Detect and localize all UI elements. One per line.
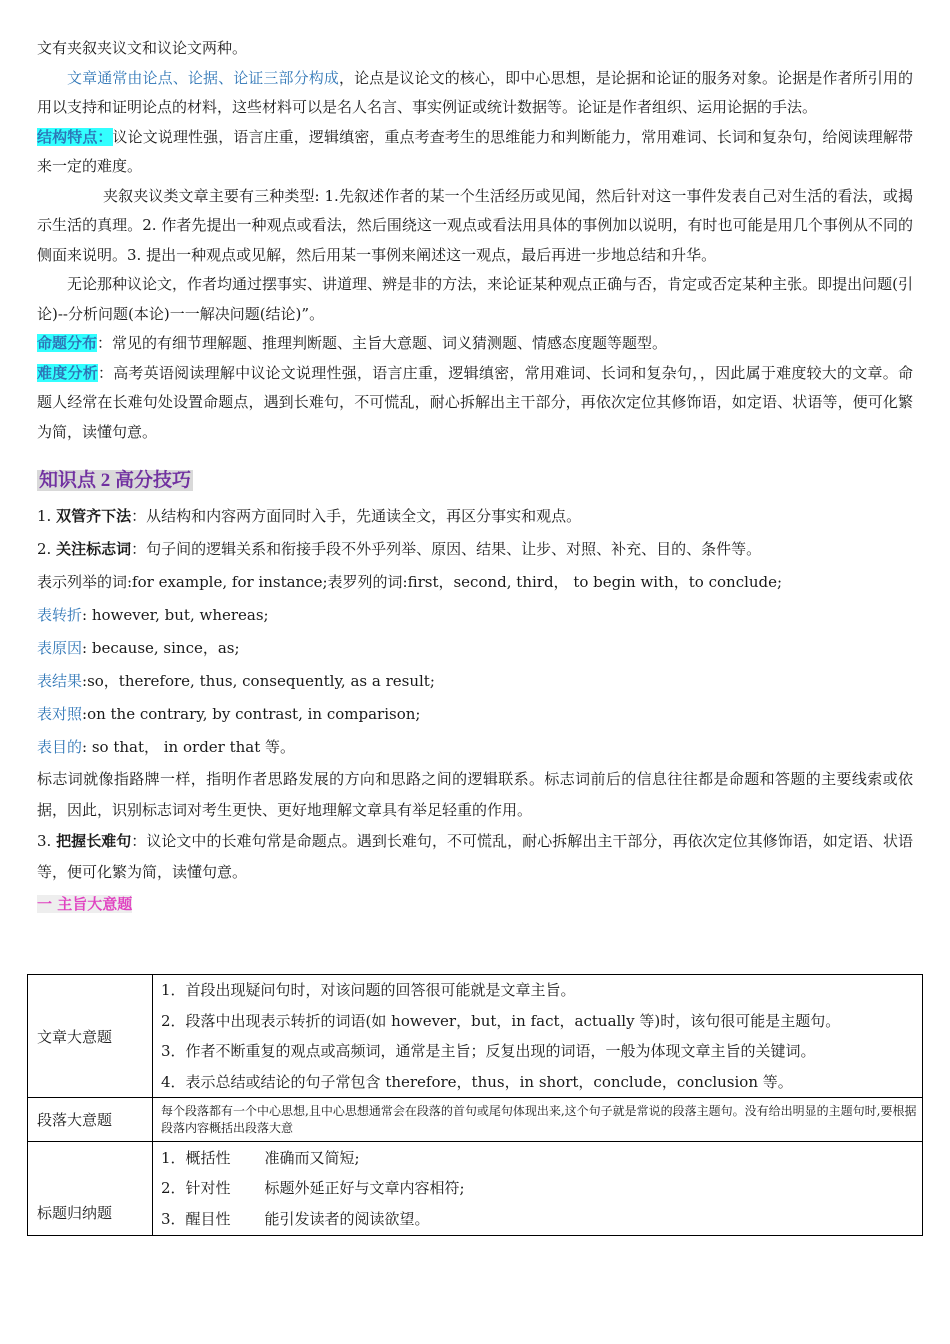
distribution-text: ：常见的有细节理解题、推理判断题、主旨大意题、词义猜测题、情感态度题等题型。 bbox=[97, 334, 668, 352]
criterion-desc: 能引发读者的阅读欲望。 bbox=[264, 1209, 430, 1228]
marker-cause-text: : because, since，as; bbox=[82, 639, 240, 657]
tip-3-label: 把握长难句 bbox=[56, 832, 132, 850]
distribution-label: 命题分布 bbox=[37, 334, 98, 352]
marker-purpose-label: 表目的 bbox=[37, 738, 83, 756]
tip-2-number: 2. bbox=[37, 540, 57, 558]
table-row bbox=[28, 1142, 923, 1236]
tip-1 bbox=[37, 500, 913, 533]
row-content-paragraph: 每个段落都有一个中心思想,且中心思想通常会在段落的首句或尾句体现出来,这个句子就是常说的段落主题句。没有给出明显的主题句时,要根据段落内容概括出段落大意 bbox=[153, 1098, 923, 1142]
marker-result-text: :so，therefore, thus, consequently, as a result; bbox=[82, 672, 435, 690]
marker-purpose bbox=[37, 731, 913, 764]
intro-line: 文有夹叙夹议文和议论文两种。 bbox=[37, 39, 248, 57]
list-item bbox=[161, 1204, 922, 1235]
row-content-title bbox=[153, 1142, 923, 1236]
section-heading bbox=[37, 465, 913, 496]
tip-1-text: ：从结构和内容两方面同时入手，先通读全文，再区分事实和观点。 bbox=[131, 507, 582, 525]
subsection-title: 一 主旨大意题 bbox=[37, 895, 133, 913]
structure-feature-label: 结构特点： bbox=[37, 127, 113, 146]
tip-3-number: 3. bbox=[37, 832, 57, 850]
tip-2 bbox=[37, 533, 913, 566]
marker-result-label: 表结果 bbox=[37, 672, 83, 690]
types-paragraph: 夹叙夹议类文章主要有三种类型: 1.先叙述作者的某一个生活经历或见闻，然后针对这一事件发表自己对生活的看法，或揭示生活的真理。2. 作者先提出一种观点或看法，然后围绕这一观点或看法用具体的事例加以说明，有时也可能是用几个事例从不同的侧面来说明。3. 提出一种观点或见解，然后用某一事例来阐述这一观点，最后再进一步地总结和升华。 bbox=[37, 186, 913, 264]
structure-feature-text: 议论文说理性强，语言庄重，逻辑缜密，重点考查考生的思维能力和判断能力，常用难词、长词和复杂句，给阅读理解带来一定的难度。 bbox=[37, 127, 913, 175]
marker-contrast bbox=[37, 698, 913, 731]
marker-summary: 标志词就像指路牌一样，指明作者思路发展的方向和思路之间的逻辑联系。标志词前后的信息往往都是命题和答题的主要线索或依据，因此，识别标志词对考生更快、更好地理解文章具有举足轻重的作用。 bbox=[37, 770, 913, 819]
tip-2-text: ：句子间的逻辑关系和衔接手段不外乎列举、原因、结果、让步、对照、补充、目的、条件等。 bbox=[131, 540, 762, 558]
marker-contrast-label: 表对照 bbox=[37, 705, 83, 723]
list-item bbox=[161, 1143, 922, 1174]
marker-turn-text: : however, but, whereas; bbox=[82, 606, 269, 624]
marker-cause-label: 表原因 bbox=[37, 639, 83, 657]
difficulty-label: 难度分析 bbox=[37, 363, 98, 382]
tip-3-text: ：议论文中的长难句常是命题点。遇到长难句，不可慌乱，耐心拆解出主干部分，再依次定位其修饰语，如定语、状语等，便可化繁为简，读懂句意。 bbox=[37, 832, 913, 881]
table-row bbox=[28, 975, 923, 1098]
structure-paragraph bbox=[37, 64, 913, 123]
structure-text: ，论点是议论文的核心，即中心思想，是论据和论证的服务对象。论据是作者所引用的用以支持和证明论点的材料，这些材料可以是名人名言、事实例证或统计数据等。论证是作者组织、运用论据的手法。 bbox=[37, 68, 913, 116]
subsection-title-line bbox=[37, 888, 913, 921]
list-item: 4．表示总结或结论的句子常包含 therefore，thus，in short，conclude，conclusion 等。 bbox=[161, 1072, 793, 1091]
main-idea-table bbox=[27, 974, 923, 1236]
list-item: 1．首段出现疑问句时，对该问题的回答很可能就是文章主旨。 bbox=[161, 981, 576, 999]
method-paragraph: 无论那种议论文，作者均通过摆事实、讲道理、辨是非的方法，来论证某种观点正确与否，肯定或否定某种主张。即提出问题(引论)--分析问题(本论)一一解决问题(结论)”。 bbox=[37, 275, 913, 323]
marker-turn-label: 表转折 bbox=[37, 606, 83, 624]
marker-result bbox=[37, 665, 913, 698]
list-words-line: 表示列举的词:for example, for instance;表罗列的词:first，second, third， to begin with，to conclude; bbox=[37, 573, 783, 591]
table-row bbox=[28, 1098, 923, 1142]
list-item bbox=[161, 1173, 922, 1204]
tip-3 bbox=[37, 826, 913, 888]
section-title: 知识点 2 高分技巧 bbox=[39, 470, 192, 491]
marker-purpose-text: : so that， in order that 等。 bbox=[82, 738, 296, 756]
list-item: 2．段落中出现表示转折的词语(如 however，but，in fact，actually 等)时，该句很可能是主题句。 bbox=[161, 1011, 841, 1030]
marker-contrast-text: :on the contrary, by contrast, in comparison; bbox=[82, 705, 421, 723]
criterion-name: 2．针对性 bbox=[161, 1179, 231, 1198]
criterion-name: 3．醒目性 bbox=[161, 1209, 231, 1228]
list-item: 3．作者不断重复的观点或高频词，通常是主旨；反复出现的词语，一般为体现文章主旨的关键词。 bbox=[161, 1042, 816, 1060]
criterion-name: 1．概括性 bbox=[161, 1148, 231, 1167]
row-label-paragraph: 段落大意题 bbox=[28, 1098, 153, 1142]
tip-2-label: 关注标志词 bbox=[56, 540, 132, 558]
row-content-article bbox=[153, 975, 923, 1098]
difficulty-text: ：高考英语阅读理解中议论文说理性强，语言庄重，逻辑缜密，常用难词、长词和复杂句，，因此属于难度较大的文章。命题人经常在长难句处设置命题点，遇到长难句，不可慌乱，耐心拆解出主干部分，再依次定位其修饰语，如定语、状语等，便可化繁为简，读懂句意。 bbox=[37, 363, 913, 441]
tip-1-label: 双管齐下法 bbox=[56, 507, 132, 525]
criterion-desc: 准确而又简短; bbox=[264, 1148, 360, 1167]
tip-1-number: 1. bbox=[37, 507, 57, 525]
document-body bbox=[37, 34, 913, 921]
marker-turn bbox=[37, 599, 913, 632]
marker-cause bbox=[37, 632, 913, 665]
row-label-article: 文章大意题 bbox=[28, 975, 153, 1098]
distribution-paragraph bbox=[37, 329, 913, 359]
three-parts-phrase: 文章通常由论点、论据、论证三部分构成 bbox=[67, 68, 339, 87]
criterion-desc: 标题外延正好与文章内容相符; bbox=[264, 1179, 465, 1198]
row-label-title: 标题归纳题 bbox=[28, 1142, 153, 1236]
difficulty-paragraph bbox=[37, 359, 913, 448]
structure-feature-paragraph bbox=[37, 123, 913, 182]
